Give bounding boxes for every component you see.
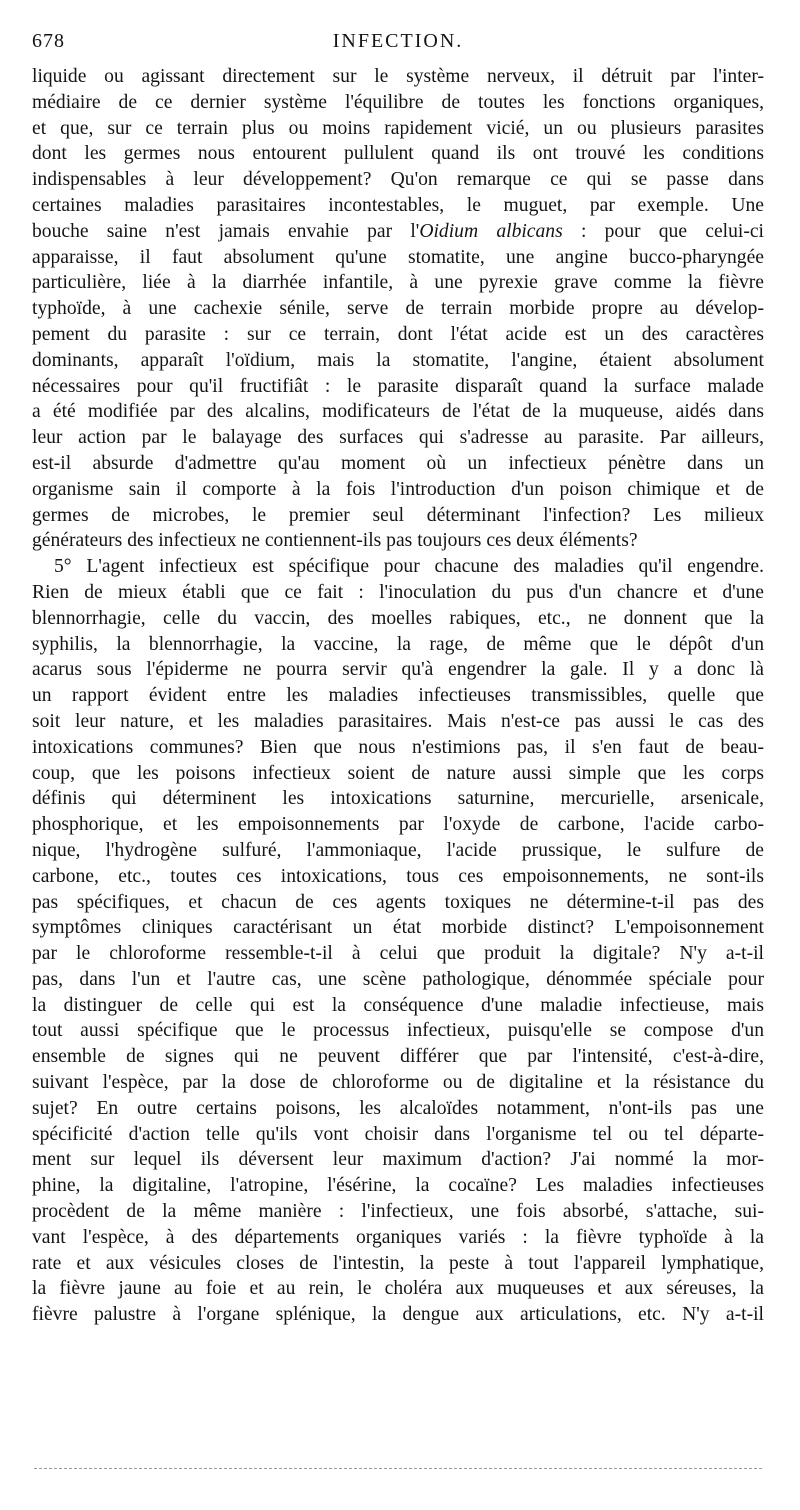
text-line: est-il absurde d'admettre qu'au moment où un infectieux pénètre dans un	[32, 452, 764, 474]
text-line: intoxications communes? Bien que nous n'estimions pas, il s'en faut de beau-	[32, 736, 764, 758]
text-line: acarus sous l'épiderme ne pourra servir qu'à engendrer la gale. Il y a donc là	[32, 659, 764, 681]
text-line: fièvre palustre à l'organe splénique, la dengue aux articulations, etc. N'y a-t-il	[32, 1304, 764, 1326]
text-line: typhoïde, à une cachexie sénile, serve de terrain morbide propre au dévelop-	[32, 298, 764, 320]
text-line: blennorrhagie, celle du vaccin, des moelles rabiques, etc., ne donnent que la	[32, 607, 764, 629]
text-line: apparaisse, il faut absolument qu'une stomatite, une angine bucco-pharyngée	[32, 246, 764, 268]
body-text	[32, 64, 764, 1328]
text-line: vant l'espèce, à des départements organiques variés : la fièvre typhoïde à la	[32, 1226, 764, 1248]
text-line: phosphorique, et les empoisonnements par l'oxyde de carbone, l'acide carbo-	[32, 814, 764, 836]
text-line: coup, que les poisons infectieux soient de nature aussi simple que les corps	[32, 762, 764, 784]
text-line: définis qui déterminent les intoxications saturnine, mercurielle, arsenicale,	[32, 788, 764, 810]
text-line: germes de microbes, le premier seul déterminant l'infection? Les milieux	[32, 504, 764, 526]
text-line: spécificité d'action telle qu'ils vont choisir dans l'organisme tel ou tel départe-	[32, 1123, 764, 1145]
text-line: carbone, etc., toutes ces intoxications, tous ces empoisonnements, ne sont-ils	[32, 865, 764, 887]
text-line: générateurs des infectieux ne contiennent-ils pas toujours ces deux éléments?	[32, 530, 638, 552]
text-line: ensemble de signes qui ne peuvent différer que par l'intensité, c'est-à-dire,	[32, 1046, 764, 1068]
text-line: sujet? En outre certains poisons, les alcaloïdes notamment, n'ont-ils pas une	[32, 1097, 764, 1119]
text-line: ment sur lequel ils déversent leur maximum d'action? J'ai nommé la mor-	[32, 1149, 764, 1171]
text-line: a été modifiée par des alcalins, modificateurs de l'état de la muqueuse, aidés dans	[32, 401, 764, 423]
text-line: médiaire de ce dernier système l'équilibre de toutes les fonctions organiques,	[32, 91, 764, 113]
text-line: suivant l'espèce, par la dose de chloroforme ou de digitaline et la résistance du	[32, 1072, 764, 1094]
text-line: leur action par le balayage des surfaces qui s'adresse au parasite. Par ailleurs,	[32, 427, 764, 449]
text-line: rate et aux vésicules closes de l'intestin, la peste à tout l'appareil lymphatique,	[32, 1252, 764, 1274]
text-line: un rapport évident entre les maladies infectieuses transmissibles, quelle que	[32, 685, 764, 707]
text-line-end: : pour que celui-ci	[562, 220, 765, 242]
text-line: soit leur nature, et les maladies parasitaires. Mais n'est-ce pas aussi le cas des	[32, 710, 764, 732]
text-line: liquide ou agissant directement sur le système nerveux, il détruit par l'inter-	[32, 66, 764, 87]
text-line: indispensables à leur développement? Qu'on remarque ce qui se passe dans	[32, 169, 764, 191]
text-line: tout aussi spécifique que le processus infectieux, puisqu'elle se compose d'un	[32, 1020, 764, 1042]
text-line: la fièvre jaune au foie et au rein, le choléra aux muqueuses et aux séreuses, la	[32, 1278, 764, 1300]
text-line: syphilis, la blennorrhagie, la vaccine, la rage, de même que le dépôt d'un	[32, 633, 764, 655]
text-line: certaines maladies parasitaires incontestables, le muguet, par exemple. Une	[32, 194, 764, 216]
text-line: pas, dans l'un et l'autre cas, une scène pathologique, dénommée spéciale pour	[32, 968, 764, 990]
text-line: Rien de mieux établi que ce fait : l'inoculation du pus d'un chancre et d'une	[32, 581, 764, 603]
footer-rule	[34, 1468, 762, 1469]
text-line: particulière, liée à la diarrhée infantile, à une pyrexie grave comme la fièvre	[32, 272, 764, 294]
running-title: INFECTION.	[332, 30, 464, 52]
text-line: dominants, apparaît l'oïdium, mais la stomatite, l'angine, étaient absolument	[32, 349, 764, 371]
page-number: 678	[32, 30, 65, 52]
text-line	[32, 219, 764, 245]
running-head	[32, 30, 764, 60]
text-line: pement du parasite : sur ce terrain, dont l'état acide est un des caractères	[32, 323, 764, 345]
text-line-start: bouche saine n'est jamais envahie par l'	[32, 220, 420, 242]
paragraph-start-line: 5° L'agent infectieux est spécifique pour chacune des maladies qu'il engendre.	[54, 556, 764, 578]
text-line: organisme sain il comporte à la fois l'introduction d'un poison chimique et de	[32, 478, 764, 500]
text-line: symptômes cliniques caractérisant un état morbide distinct? L'empoisonnement	[32, 917, 764, 939]
text-line: phine, la digitaline, l'atropine, l'ésérine, la cocaïne? Les maladies infectieuses	[32, 1175, 764, 1197]
text-line: et que, sur ce terrain plus ou moins rapidement vicié, un ou plusieurs parasites	[32, 117, 764, 139]
text-line: nique, l'hydrogène sulfuré, l'ammoniaque, l'acide prussique, le sulfure de	[32, 839, 764, 861]
text-line: par le chloroforme ressemble-t-il à celui que produit la digitale? N'y a-t-il	[32, 943, 764, 965]
text-line: dont les germes nous entourent pullulent quand ils ont trouvé les conditions	[32, 143, 764, 165]
text-line: la distinguer de celle qui est la conséquence d'une maladie infectieuse, mais	[32, 994, 764, 1016]
text-line: pas spécifiques, et chacun de ces agents toxiques ne détermine-t-il pas des	[32, 891, 764, 913]
text-line: nécessaires pour qu'il fructifiât : le parasite disparaît quand la surface malade	[32, 375, 764, 397]
text-line: procèdent de la même manière : l'infectieux, une fois absorbé, s'attache, sui-	[32, 1201, 764, 1223]
italic-term: Oidium albicans	[419, 220, 563, 242]
